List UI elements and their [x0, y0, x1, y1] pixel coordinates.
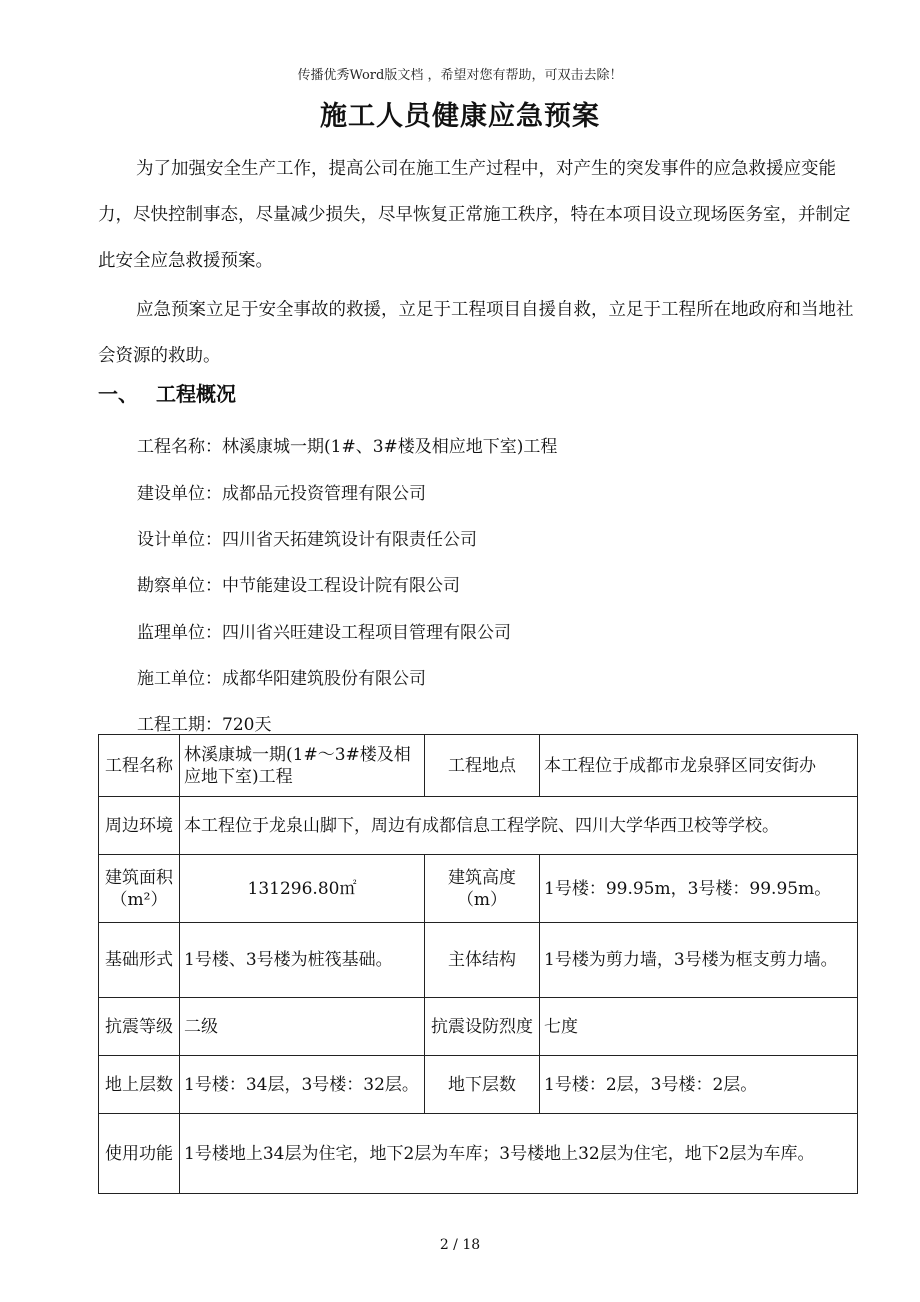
table-row [99, 998, 858, 1056]
info-designer: 设计单位：四川省天拓建筑设计有限责任公司 [137, 530, 477, 550]
info-contractor: 施工单位：成都华阳建筑股份有限公司 [137, 669, 426, 689]
value-floor-area: 131296.80㎡ [180, 855, 425, 923]
label-seismic-intensity: 抗震设防烈度 [425, 998, 540, 1056]
value-usage: 1号楼地上34层为住宅，地下2层为车库；3号楼地上32层为住宅，地下2层为车库。 [180, 1114, 858, 1194]
section-title: 工程概况 [156, 382, 236, 406]
label-project-name: 工程名称 [99, 735, 180, 797]
label-surroundings: 周边环境 [99, 797, 180, 855]
scope-paragraph: 应急预案立足于安全事故的救援，立足于工程项目自援自救，立足于工程所在地政府和当地社会资源的救助。 [98, 300, 854, 366]
value-floors-above: 1号楼：34层，3号楼：32层。 [180, 1056, 425, 1114]
info-developer: 建设单位：成都品元投资管理有限公司 [137, 484, 426, 504]
section-number: 一、 [98, 382, 138, 406]
label-project-location: 工程地点 [425, 735, 540, 797]
table-row [99, 1056, 858, 1114]
value-building-height: 1号楼：99.95m，3号楼：99.95m。 [540, 855, 858, 923]
label-floors-above: 地上层数 [99, 1056, 180, 1114]
document-title: 施工人员健康应急预案 [320, 101, 600, 132]
label-main-structure: 主体结构 [425, 923, 540, 998]
info-supervisor: 监理单位：四川省兴旺建设工程项目管理有限公司 [137, 623, 511, 643]
value-foundation: 1号楼、3号楼为桩筏基础。 [180, 923, 425, 998]
table-row [99, 1114, 858, 1194]
header-note: 传播优秀Word版文档 ，希望对您有帮助，可双击去除！ [297, 68, 623, 83]
table-row [99, 855, 858, 923]
value-seismic-grade: 二级 [180, 998, 425, 1056]
project-overview-table [98, 734, 858, 1194]
label-building-height: 建筑高度（m） [425, 855, 540, 923]
table-row [99, 797, 858, 855]
info-duration: 工程工期：720天 [137, 715, 272, 735]
value-seismic-intensity: 七度 [540, 998, 858, 1056]
page-number: 2 / 18 [439, 1237, 481, 1253]
value-floors-below: 1号楼：2层，3号楼：2层。 [540, 1056, 858, 1114]
value-main-structure: 1号楼为剪力墙，3号楼为框支剪力墙。 [540, 923, 858, 998]
label-floor-area: 建筑面积（m²） [99, 855, 180, 923]
section-heading [98, 378, 236, 407]
label-seismic-grade: 抗震等级 [99, 998, 180, 1056]
table-row [99, 735, 858, 797]
label-usage: 使用功能 [99, 1114, 180, 1194]
label-foundation: 基础形式 [99, 923, 180, 998]
label-floors-below: 地下层数 [425, 1056, 540, 1114]
value-surroundings: 本工程位于龙泉山脚下，周边有成都信息工程学院、四川大学华西卫校等学校。 [180, 797, 858, 855]
intro-paragraph: 为了加强安全生产工作，提高公司在施工生产过程中，对产生的突发事件的应急救援应变能力，尽快控制事态，尽量减少损失，尽早恢复正常施工秩序，特在本项目设立现场医务室，并制定此安全应急救援预案。 [98, 159, 851, 271]
table-row [99, 923, 858, 998]
info-project-name: 工程名称：林溪康城一期(1#、3#楼及相应地下室)工程 [137, 437, 558, 457]
info-surveyor: 勘察单位：中节能建设工程设计院有限公司 [137, 576, 460, 596]
value-project-name: 林溪康城一期(1#～3#楼及相应地下室)工程 [180, 735, 425, 797]
value-project-location: 本工程位于成都市龙泉驿区同安街办 [540, 735, 858, 797]
